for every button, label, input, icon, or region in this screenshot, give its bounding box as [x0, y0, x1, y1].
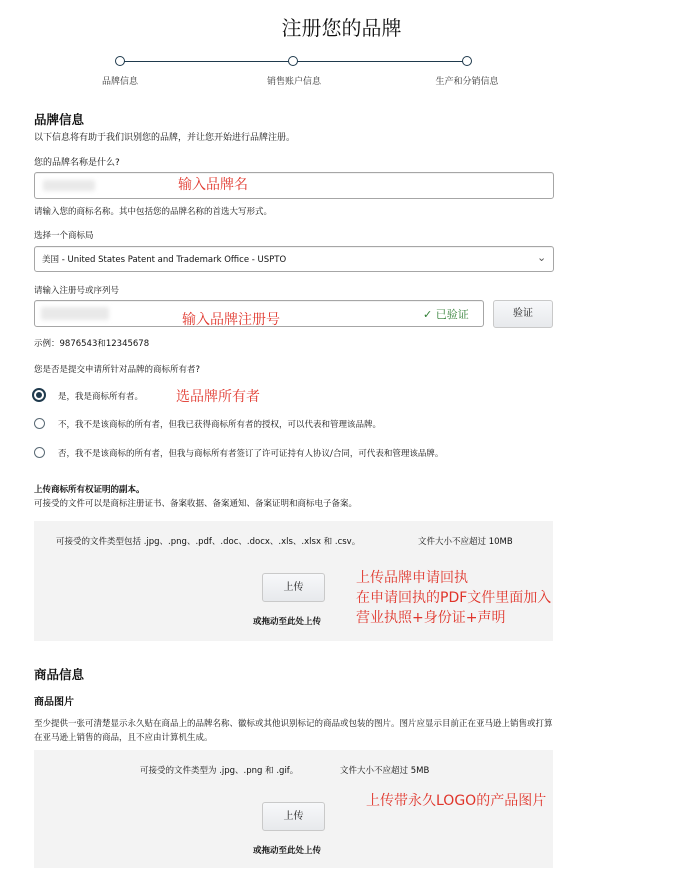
trademark-upload-button[interactable]: 上传 [262, 573, 325, 602]
product-drag-text: 或拖动至此处上传 [253, 846, 322, 856]
step-dot-2 [288, 56, 298, 66]
trademark-drag-text: 或拖动至此处上传 [253, 617, 322, 627]
product-images-desc: 至少提供一张可清楚显示永久贴在商品上的品牌名称、徽标或其他识别标记的商品或包装的图片。图片应显示目前正在亚马逊上销售或打算在亚马逊上销售的商品，且不应由计算机生成。 [34, 719, 553, 743]
verified-status: ✓ 已验证 [423, 308, 469, 321]
product-info-heading: 商品信息 [34, 667, 85, 682]
brand-name-hint: 请输入您的商标名称。其中包括您的品牌名称的首选大写形式。 [34, 207, 273, 217]
brand-info-intro: 以下信息将有助于我们识别您的品牌，并让您开始进行品牌注册。 [34, 133, 296, 143]
step-label-brand: 品牌信息 [101, 77, 138, 87]
product-upload-button[interactable]: 上传 [262, 802, 325, 831]
brand-name-question: 您的品牌名称是什么? [34, 158, 120, 168]
radio-authorized-agent[interactable] [34, 418, 45, 429]
annotation-owner: 选品牌所有者 [176, 389, 260, 405]
chevron-down-icon: ⌄ [537, 251, 547, 264]
annotation-upload-line-2: 在申请回执的PDF文件里面加入 [356, 590, 552, 606]
annotation-brand-name: 输入品牌名 [178, 177, 248, 193]
product-upload-types: 可接受的文件类型为 .jpg、.png 和 .gif。 [140, 766, 299, 776]
annotation-reg-number: 输入品牌注册号 [182, 312, 280, 328]
upload-file-types: 可接受的文件类型包括 .jpg、.png、.pdf、.doc、.docx、.xls、.xlsx 和 .csv。 [56, 537, 361, 547]
brand-name-input[interactable] [34, 172, 554, 199]
redacted-reg-number [41, 307, 109, 320]
product-images-subheading: 商品图片 [34, 697, 74, 708]
reg-number-example: 示例：9876543和12345678 [34, 339, 150, 349]
annotation-upload-line-1: 上传品牌申请回执 [356, 570, 468, 586]
redacted-brand-name [43, 180, 95, 191]
brand-info-heading: 品牌信息 [34, 112, 85, 127]
option-authorized-agent: 不，我不是该商标的所有者，但我已获得商标所有者的授权，可以代表和管理该品牌。 [58, 420, 382, 430]
product-upload-size: 文件大小不应超过 5MB [340, 766, 430, 776]
owner-question: 您是否是提交申请所针对品牌的商标所有者? [34, 365, 201, 375]
reg-number-label: 请输入注册号或序列号 [34, 286, 120, 296]
office-label: 选择一个商标局 [34, 231, 94, 241]
step-label-production: 生产和分销信息 [435, 77, 499, 87]
annotation-product-logo: 上传带永久LOGO的产品图片 [366, 793, 547, 809]
upload-size-limit: 文件大小不应超过 10MB [418, 537, 513, 547]
step-label-account: 销售账户信息 [266, 77, 321, 87]
radio-licensee[interactable] [34, 447, 45, 458]
trademark-office-select[interactable] [34, 246, 554, 272]
step-dot-1 [115, 56, 125, 66]
option-licensee: 否，我不是该商标的所有者，但我与商标所有者签订了许可证持有人协议/合同，可代表和管理该品牌。 [58, 449, 444, 459]
radio-owner-yes[interactable] [32, 388, 46, 402]
step-dot-3 [462, 56, 472, 66]
office-select-value: 美国 - United States Patent and Trademark Office - USPTO [42, 255, 287, 265]
verify-button[interactable]: 验证 [493, 300, 553, 328]
upload-proof-title: 上传商标所有权证明的副本。 [34, 485, 145, 495]
annotation-upload-receipt [356, 568, 551, 628]
annotation-upload-line-3: 营业执照+身份证+声明 [356, 610, 506, 626]
page-title: 注册您的品牌 [281, 16, 402, 40]
upload-proof-desc: 可接受的文件可以是商标注册证书、备案收据、备案通知、备案证明和商标电子备案。 [34, 499, 358, 509]
option-owner-yes: 是，我是商标所有者。 [58, 392, 144, 402]
